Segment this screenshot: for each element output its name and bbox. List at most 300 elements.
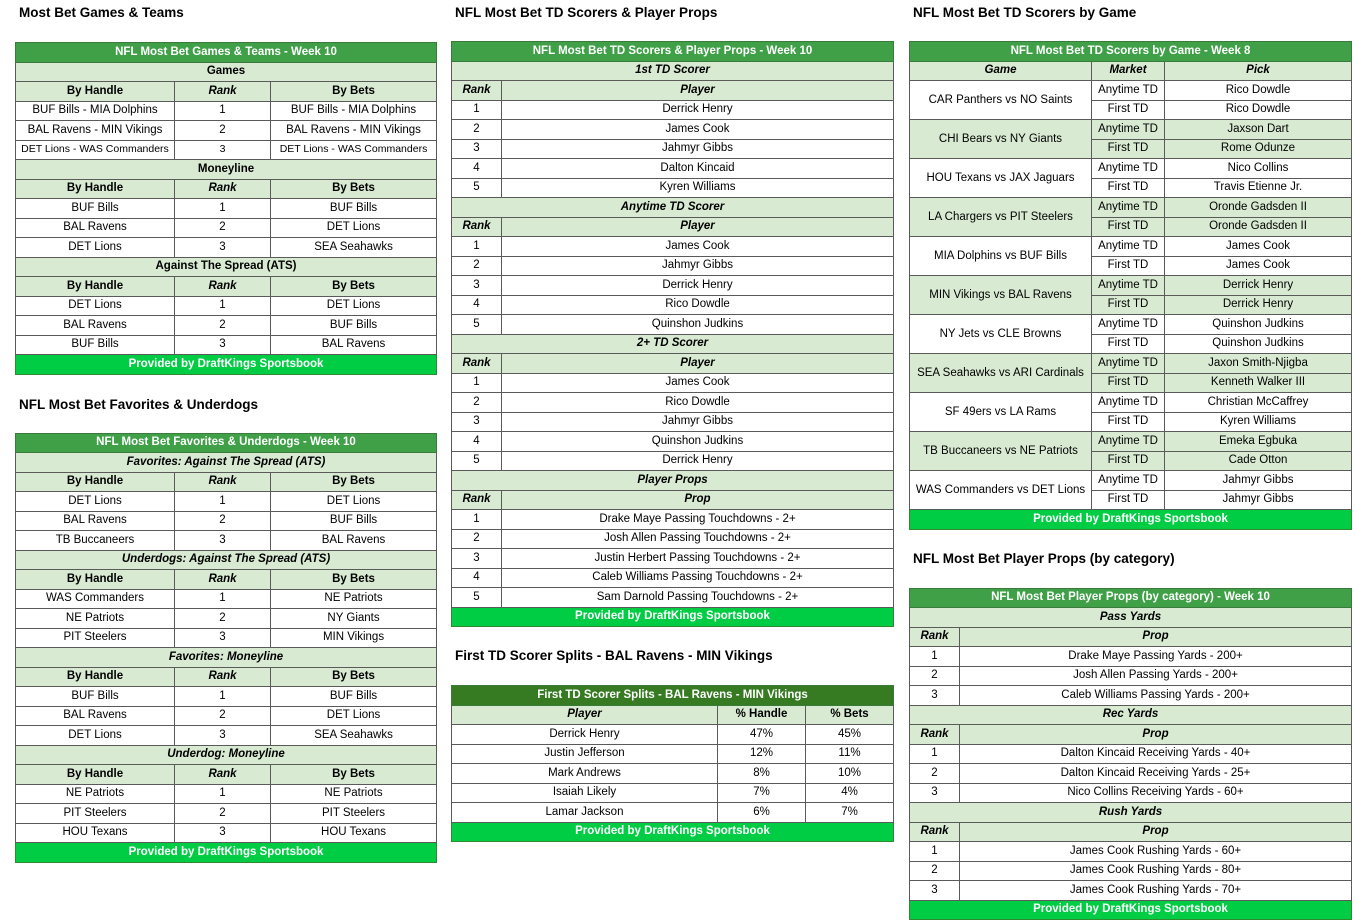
cell-player: Jahmyr Gibbs: [502, 412, 894, 432]
table-row: [452, 178, 894, 198]
table-row: [452, 764, 894, 784]
table-row: [910, 120, 1352, 140]
cell-player: Jahmyr Gibbs: [502, 139, 894, 159]
cell-pick: Kenneth Walker III: [1165, 373, 1352, 393]
cell-game: HOU Texans vs JAX Jaguars: [910, 159, 1092, 198]
cell-pick: Cade Otton: [1165, 451, 1352, 471]
cell-market: First TD: [1092, 373, 1165, 393]
table-row: [910, 647, 1352, 667]
cell-rank: 1: [175, 589, 271, 609]
cell-pick: Rico Dowdle: [1165, 81, 1352, 101]
footer-credit: Provided by DraftKings Sportsbook: [910, 510, 1352, 530]
td-props-table: [451, 41, 894, 627]
cell-rank: 1: [910, 647, 960, 667]
cell-rank: 2: [175, 609, 271, 629]
group-title: 2+ TD Scorer: [452, 334, 894, 354]
group-title: Favorites: Moneyline: [16, 648, 437, 668]
cell-market: First TD: [1092, 451, 1165, 471]
col-header-bets-pct: % Bets: [806, 705, 894, 725]
cell-prop: Dalton Kincaid Receiving Yards - 25+: [960, 764, 1352, 784]
cell-prop: Nico Collins Receiving Yards - 60+: [960, 783, 1352, 803]
games-teams-table: [15, 42, 437, 375]
cell-bets: DET Lions: [271, 218, 437, 238]
col-header-handle: By Handle: [16, 82, 175, 102]
table-row: [452, 139, 894, 159]
cell-handle: TB Buccaneers: [16, 531, 175, 551]
cell-handle: NE Patriots: [16, 609, 175, 629]
cell-rank: 3: [175, 531, 271, 551]
cell-handle: BUF Bills: [16, 199, 175, 219]
table-row: [16, 218, 437, 238]
table-row: [452, 529, 894, 549]
cell-rank: 4: [452, 159, 502, 179]
cell-bets-pct: 7%: [806, 803, 894, 823]
cell-player: James Cook: [502, 373, 894, 393]
cell-bets: SEA Seahawks: [271, 726, 437, 746]
col-header-bets: By Bets: [271, 667, 437, 687]
group-title: Against The Spread (ATS): [16, 257, 437, 277]
table-row: [16, 804, 437, 824]
cell-rank: 2: [452, 393, 502, 413]
cell-game: MIA Dolphins vs BUF Bills: [910, 237, 1092, 276]
col-header-handle: By Handle: [16, 472, 175, 492]
table-row: [452, 100, 894, 120]
cell-market: Anytime TD: [1092, 354, 1165, 374]
games-teams-title: Most Bet Games & Teams: [19, 5, 184, 20]
cell-bets: NE Patriots: [271, 589, 437, 609]
col-header-handle: By Handle: [16, 179, 175, 199]
cell-rank: 1: [175, 296, 271, 316]
table-row: [452, 510, 894, 530]
col-header-bets: By Bets: [271, 765, 437, 785]
cell-handle-pct: 6%: [718, 803, 806, 823]
cell-prop: Justin Herbert Passing Touchdowns - 2+: [502, 549, 894, 569]
cell-handle: BAL Ravens: [16, 511, 175, 531]
cell-rank: 2: [175, 218, 271, 238]
cell-rank: 5: [452, 588, 502, 608]
cell-prop: Drake Maye Passing Touchdowns - 2+: [502, 510, 894, 530]
footer-credit: Provided by DraftKings Sportsbook: [16, 843, 437, 863]
cell-rank: 2: [175, 804, 271, 824]
column-left: [15, 3, 436, 863]
cell-player: James Cook: [502, 237, 894, 257]
col-header-rank: Rank: [175, 667, 271, 687]
cell-pick: Derrick Henry: [1165, 276, 1352, 296]
table-row: [452, 276, 894, 296]
cell-market: Anytime TD: [1092, 159, 1165, 179]
table-row: [910, 764, 1352, 784]
cell-player: Dalton Kincaid: [502, 159, 894, 179]
table-row: [452, 451, 894, 471]
cell-player: Isaiah Likely: [452, 783, 718, 803]
table-row: [910, 744, 1352, 764]
cell-bets-pct: 4%: [806, 783, 894, 803]
cell-handle: BAL Ravens: [16, 316, 175, 336]
table-row: [910, 393, 1352, 413]
table-row: [452, 393, 894, 413]
table-row: [16, 492, 437, 512]
cell-prop: Sam Darnold Passing Touchdowns - 2+: [502, 588, 894, 608]
group-title: Anytime TD Scorer: [452, 198, 894, 218]
cell-rank: 1: [910, 744, 960, 764]
cell-pick: Oronde Gadsden II: [1165, 198, 1352, 218]
cell-rank: 4: [452, 432, 502, 452]
footer-credit: Provided by DraftKings Sportsbook: [910, 900, 1352, 920]
cell-market: Anytime TD: [1092, 393, 1165, 413]
cell-prop: James Cook Rushing Yards - 60+: [960, 842, 1352, 862]
cell-bets: BUF Bills: [271, 511, 437, 531]
column-right: [909, 3, 1351, 920]
cell-bets: BAL Ravens: [271, 531, 437, 551]
col-header-rank: Rank: [175, 179, 271, 199]
col-header-rank: Rank: [910, 822, 960, 842]
cell-rank: 1: [452, 373, 502, 393]
cell-market: Anytime TD: [1092, 276, 1165, 296]
cell-market: First TD: [1092, 256, 1165, 276]
table-row: [16, 296, 437, 316]
col-header-prop: Prop: [502, 490, 894, 510]
cell-prop: James Cook Rushing Yards - 80+: [960, 861, 1352, 881]
cell-bets: DET Lions - WAS Commanders: [271, 140, 437, 160]
col-header-bets: By Bets: [271, 82, 437, 102]
cell-bets: NE Patriots: [271, 784, 437, 804]
table-row: [452, 744, 894, 764]
splits-header: First TD Scorer Splits - BAL Ravens - MIN Vikings: [452, 686, 894, 706]
cell-rank: 2: [175, 316, 271, 336]
cell-rank: 1: [175, 784, 271, 804]
cell-handle: PIT Steelers: [16, 628, 175, 648]
cell-handle: DET Lions: [16, 492, 175, 512]
cell-pick: Rico Dowdle: [1165, 100, 1352, 120]
cell-handle: DET Lions: [16, 238, 175, 258]
table-row: [910, 471, 1352, 491]
cell-handle: PIT Steelers: [16, 804, 175, 824]
table-row: [452, 373, 894, 393]
cell-prop: Dalton Kincaid Receiving Yards - 40+: [960, 744, 1352, 764]
cell-market: First TD: [1092, 334, 1165, 354]
table-row: [910, 81, 1352, 101]
cell-bets: SEA Seahawks: [271, 238, 437, 258]
col-header-handle-pct: % Handle: [718, 705, 806, 725]
cell-rank: 3: [452, 139, 502, 159]
col-header-rank: Rank: [452, 81, 502, 101]
cell-player: Jahmyr Gibbs: [502, 256, 894, 276]
player-props-table: [909, 588, 1352, 921]
cell-prop: Caleb Williams Passing Yards - 200+: [960, 686, 1352, 706]
cell-rank: 1: [175, 101, 271, 121]
col-header-player: Player: [502, 81, 894, 101]
table-row: [16, 238, 437, 258]
cell-handle-pct: 8%: [718, 764, 806, 784]
cell-rank: 1: [175, 199, 271, 219]
table-row: [910, 686, 1352, 706]
cell-market: First TD: [1092, 412, 1165, 432]
cell-game: CHI Bears vs NY Giants: [910, 120, 1092, 159]
games-teams-header: NFL Most Bet Games & Teams - Week 10: [16, 43, 437, 63]
col-header-rank: Rank: [452, 217, 502, 237]
cell-bets: BUF Bills: [271, 316, 437, 336]
col-header-rank: Rank: [175, 472, 271, 492]
cell-prop: Caleb Williams Passing Touchdowns - 2+: [502, 568, 894, 588]
cell-player: Quinshon Judkins: [502, 432, 894, 452]
table-row: [16, 121, 437, 141]
col-header-prop: Prop: [960, 725, 1352, 745]
table-row: [16, 316, 437, 336]
cell-rank: 3: [175, 726, 271, 746]
cell-bets-pct: 45%: [806, 725, 894, 745]
table-row: [16, 784, 437, 804]
table-row: [910, 666, 1352, 686]
fav-dogs-header: NFL Most Bet Favorites & Underdogs - Week 10: [16, 433, 437, 453]
cell-handle-pct: 7%: [718, 783, 806, 803]
cell-bets: NY Giants: [271, 609, 437, 629]
cell-rank: 5: [452, 315, 502, 335]
cell-rank: 2: [452, 256, 502, 276]
cell-pick: Travis Etienne Jr.: [1165, 178, 1352, 198]
cell-rank: 2: [452, 529, 502, 549]
table-row: [910, 354, 1352, 374]
cell-rank: 3: [175, 335, 271, 355]
col-header-pick: Pick: [1165, 61, 1352, 81]
cell-rank: 2: [175, 706, 271, 726]
col-header-rank: Rank: [175, 277, 271, 297]
table-row: [910, 783, 1352, 803]
cell-player: Rico Dowdle: [502, 393, 894, 413]
table-row: [452, 803, 894, 823]
cell-market: Anytime TD: [1092, 432, 1165, 452]
cell-player: Rico Dowdle: [502, 295, 894, 315]
cell-handle: BUF Bills - MIA Dolphins: [16, 101, 175, 121]
fav-dogs-table: [15, 433, 437, 863]
group-title: Player Props: [452, 471, 894, 491]
cell-game: SF 49ers vs LA Rams: [910, 393, 1092, 432]
cell-handle: BAL Ravens: [16, 218, 175, 238]
group-title: Underdog: Moneyline: [16, 745, 437, 765]
cell-rank: 2: [910, 764, 960, 784]
col-header-player: Player: [452, 705, 718, 725]
table-row: [452, 295, 894, 315]
cell-pick: Rome Odunze: [1165, 139, 1352, 159]
cell-rank: 3: [910, 881, 960, 901]
col-header-bets: By Bets: [271, 179, 437, 199]
cell-market: Anytime TD: [1092, 471, 1165, 491]
cell-rank: 2: [452, 120, 502, 140]
cell-rank: 3: [910, 783, 960, 803]
cell-rank: 3: [452, 549, 502, 569]
cell-bets: BUF Bills - MIA Dolphins: [271, 101, 437, 121]
col-header-handle: By Handle: [16, 570, 175, 590]
cell-rank: 3: [452, 412, 502, 432]
cell-pick: Jahmyr Gibbs: [1165, 471, 1352, 491]
cell-pick: James Cook: [1165, 237, 1352, 257]
cell-bets: BAL Ravens: [271, 335, 437, 355]
table-row: [16, 101, 437, 121]
cell-prop: Josh Allen Passing Touchdowns - 2+: [502, 529, 894, 549]
table-row: [452, 725, 894, 745]
cell-market: Anytime TD: [1092, 81, 1165, 101]
table-row: [452, 120, 894, 140]
cell-handle-pct: 47%: [718, 725, 806, 745]
col-header-game: Game: [910, 61, 1092, 81]
col-header-handle: By Handle: [16, 667, 175, 687]
cell-rank: 1: [452, 510, 502, 530]
by-game-header: NFL Most Bet TD Scorers by Game - Week 8: [910, 42, 1352, 62]
cell-rank: 1: [175, 687, 271, 707]
cell-handle: HOU Texans: [16, 823, 175, 843]
cell-handle: DET Lions: [16, 296, 175, 316]
cell-player: Justin Jefferson: [452, 744, 718, 764]
td-props-header: NFL Most Bet TD Scorers & Player Props - Week 10: [452, 42, 894, 62]
cell-bets: DET Lions: [271, 492, 437, 512]
col-header-bets: By Bets: [271, 472, 437, 492]
table-row: [452, 237, 894, 257]
group-title: Rec Yards: [910, 705, 1352, 725]
cell-rank: 3: [175, 140, 271, 160]
cell-handle-pct: 12%: [718, 744, 806, 764]
cell-market: Anytime TD: [1092, 315, 1165, 335]
cell-rank: 5: [452, 451, 502, 471]
footer-credit: Provided by DraftKings Sportsbook: [16, 355, 437, 375]
cell-pick: Quinshon Judkins: [1165, 315, 1352, 335]
table-row: [452, 256, 894, 276]
table-row: [452, 159, 894, 179]
cell-market: First TD: [1092, 295, 1165, 315]
table-row: [452, 315, 894, 335]
footer-credit: Provided by DraftKings Sportsbook: [452, 607, 894, 627]
col-header-rank: Rank: [175, 82, 271, 102]
cell-market: Anytime TD: [1092, 237, 1165, 257]
cell-pick: Jahmyr Gibbs: [1165, 490, 1352, 510]
cell-rank: 3: [452, 276, 502, 296]
col-header-rank: Rank: [175, 765, 271, 785]
cell-rank: 2: [910, 861, 960, 881]
cell-game: LA Chargers vs PIT Steelers: [910, 198, 1092, 237]
col-header-rank: Rank: [910, 725, 960, 745]
cell-bets-pct: 11%: [806, 744, 894, 764]
table-row: [452, 549, 894, 569]
col-header-bets: By Bets: [271, 570, 437, 590]
group-title: Games: [16, 62, 437, 82]
table-row: [910, 237, 1352, 257]
td-props-title: NFL Most Bet TD Scorers & Player Props: [455, 5, 718, 20]
table-row: [16, 706, 437, 726]
table-row: [452, 588, 894, 608]
cell-bets-pct: 10%: [806, 764, 894, 784]
table-row: [16, 531, 437, 551]
table-row: [16, 628, 437, 648]
table-row: [452, 568, 894, 588]
player-props-header: NFL Most Bet Player Props (by category) - Week 10: [910, 588, 1352, 608]
cell-pick: Jaxon Smith-Njigba: [1165, 354, 1352, 374]
table-row: [16, 687, 437, 707]
group-title: Moneyline: [16, 160, 437, 180]
splits-title: First TD Scorer Splits - BAL Ravens - MIN Vikings: [455, 648, 773, 663]
cell-game: NY Jets vs CLE Browns: [910, 315, 1092, 354]
table-row: [16, 140, 437, 160]
col-header-player: Player: [502, 217, 894, 237]
table-row: [16, 589, 437, 609]
cell-pick: James Cook: [1165, 256, 1352, 276]
fav-dogs-title: NFL Most Bet Favorites & Underdogs: [19, 396, 259, 412]
cell-prop: Josh Allen Passing Yards - 200+: [960, 666, 1352, 686]
col-header-prop: Prop: [960, 822, 1352, 842]
table-row: [452, 432, 894, 452]
cell-bets: BUF Bills: [271, 199, 437, 219]
cell-rank: 4: [452, 568, 502, 588]
cell-rank: 5: [452, 178, 502, 198]
cell-prop: Drake Maye Passing Yards - 200+: [960, 647, 1352, 667]
cell-game: SEA Seahawks vs ARI Cardinals: [910, 354, 1092, 393]
cell-handle: BUF Bills: [16, 335, 175, 355]
footer-credit: Provided by DraftKings Sportsbook: [452, 822, 894, 842]
cell-player: James Cook: [502, 120, 894, 140]
cell-market: Anytime TD: [1092, 120, 1165, 140]
cell-handle: DET Lions: [16, 726, 175, 746]
table-row: [452, 412, 894, 432]
cell-bets: HOU Texans: [271, 823, 437, 843]
group-title: 1st TD Scorer: [452, 61, 894, 81]
cell-handle: WAS Commanders: [16, 589, 175, 609]
col-header-rank: Rank: [175, 570, 271, 590]
table-row: [910, 432, 1352, 452]
group-title: Underdogs: Against The Spread (ATS): [16, 550, 437, 570]
table-row: [910, 315, 1352, 335]
table-row: [910, 881, 1352, 901]
cell-player: Lamar Jackson: [452, 803, 718, 823]
splits-table: [451, 685, 894, 842]
col-header-prop: Prop: [960, 627, 1352, 647]
cell-player: Derrick Henry: [502, 276, 894, 296]
cell-rank: 1: [910, 842, 960, 862]
cell-market: First TD: [1092, 178, 1165, 198]
cell-pick: Nico Collins: [1165, 159, 1352, 179]
cell-bets: BUF Bills: [271, 687, 437, 707]
cell-game: TB Buccaneers vs NE Patriots: [910, 432, 1092, 471]
player-props-title: NFL Most Bet Player Props (by category): [913, 550, 1175, 566]
cell-rank: 1: [452, 100, 502, 120]
table-row: [910, 842, 1352, 862]
group-title: Rush Yards: [910, 803, 1352, 823]
cell-rank: 1: [452, 237, 502, 257]
cell-pick: Derrick Henry: [1165, 295, 1352, 315]
cell-pick: Christian McCaffrey: [1165, 393, 1352, 413]
cell-handle: BAL Ravens: [16, 706, 175, 726]
table-row: [910, 276, 1352, 296]
cell-pick: Quinshon Judkins: [1165, 334, 1352, 354]
by-game-table: [909, 41, 1352, 530]
table-row: [16, 726, 437, 746]
cell-rank: 4: [452, 295, 502, 315]
cell-rank: 2: [910, 666, 960, 686]
cell-handle: BAL Ravens - MIN Vikings: [16, 121, 175, 141]
cell-game: WAS Commanders vs DET Lions: [910, 471, 1092, 510]
cell-bets: DET Lions: [271, 296, 437, 316]
cell-rank: 3: [175, 628, 271, 648]
cell-market: First TD: [1092, 100, 1165, 120]
cell-bets: BAL Ravens - MIN Vikings: [271, 121, 437, 141]
cell-handle: BUF Bills: [16, 687, 175, 707]
col-header-market: Market: [1092, 61, 1165, 81]
cell-prop: James Cook Rushing Yards - 70+: [960, 881, 1352, 901]
cell-rank: 1: [175, 492, 271, 512]
col-header-player: Player: [502, 354, 894, 374]
cell-rank: 2: [175, 121, 271, 141]
cell-player: Derrick Henry: [452, 725, 718, 745]
cell-game: CAR Panthers vs NO Saints: [910, 81, 1092, 120]
col-header-rank: Rank: [910, 627, 960, 647]
col-header-handle: By Handle: [16, 277, 175, 297]
cell-bets: DET Lions: [271, 706, 437, 726]
